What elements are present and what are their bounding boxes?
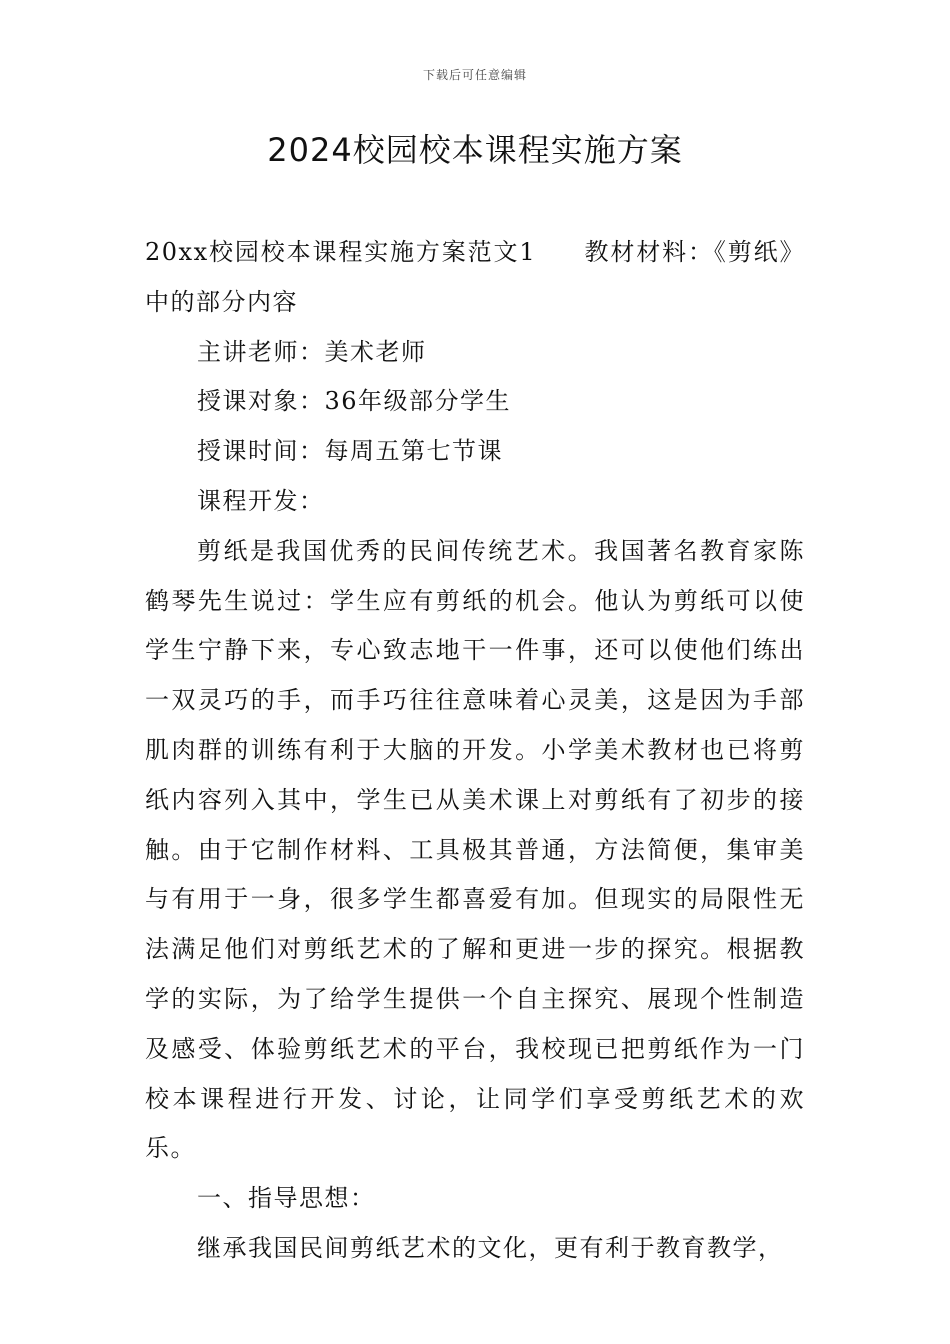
- field-teacher: 主讲老师：美术老师: [197, 337, 427, 366]
- document-body: [145, 228, 805, 1274]
- field-development: 课程开发：: [197, 486, 325, 515]
- main-paragraph: 剪纸是我国优秀的民间传统艺术。我国著名教育家陈鹤琴先生说过：学生应有剪纸的机会。他认为剪纸可以使学生宁静下来，专心致志地干一件事，还可以使他们练出一双灵巧的手，而手巧往往意味着心灵美，这是因为手部肌肉群的训练有利于大脑的开发。小学美术教材也已将剪纸内容列入其中，学生已从美术课上对剪纸有了初步的接触。由于它制作材料、工具极其普通，方法简便，集审美与有用于一身，很多学生都喜爱有加。但现实的局限性无法满足他们对剪纸艺术的了解和更进一步的探究。根据教学的实际，为了给学生提供一个自主探究、展现个性制造及感受、体验剪纸艺术的平台，我校现已把剪纸作为一门校本课程进行开发、讨论，让同学们享受剪纸艺术的欢乐。: [145, 536, 805, 1163]
- intro-paragraph: [145, 228, 805, 328]
- document-title: 2024校园校本课程实施方案: [267, 131, 683, 169]
- intro-material: 教材材料：《剪纸》中的部分内容: [145, 238, 805, 316]
- field-time: 授课时间：每周五第七节课: [197, 437, 503, 466]
- field-audience: 授课对象：36年级部分学生: [197, 387, 512, 416]
- header-note: 下载后可任意编辑: [422, 68, 527, 82]
- intro-heading: 20xx校园校本课程实施方案范文1: [145, 238, 537, 266]
- section-heading: 一、指导思想：: [197, 1184, 376, 1213]
- last-paragraph: 继承我国民间剪纸艺术的文化，更有利于教育教学，: [197, 1233, 784, 1262]
